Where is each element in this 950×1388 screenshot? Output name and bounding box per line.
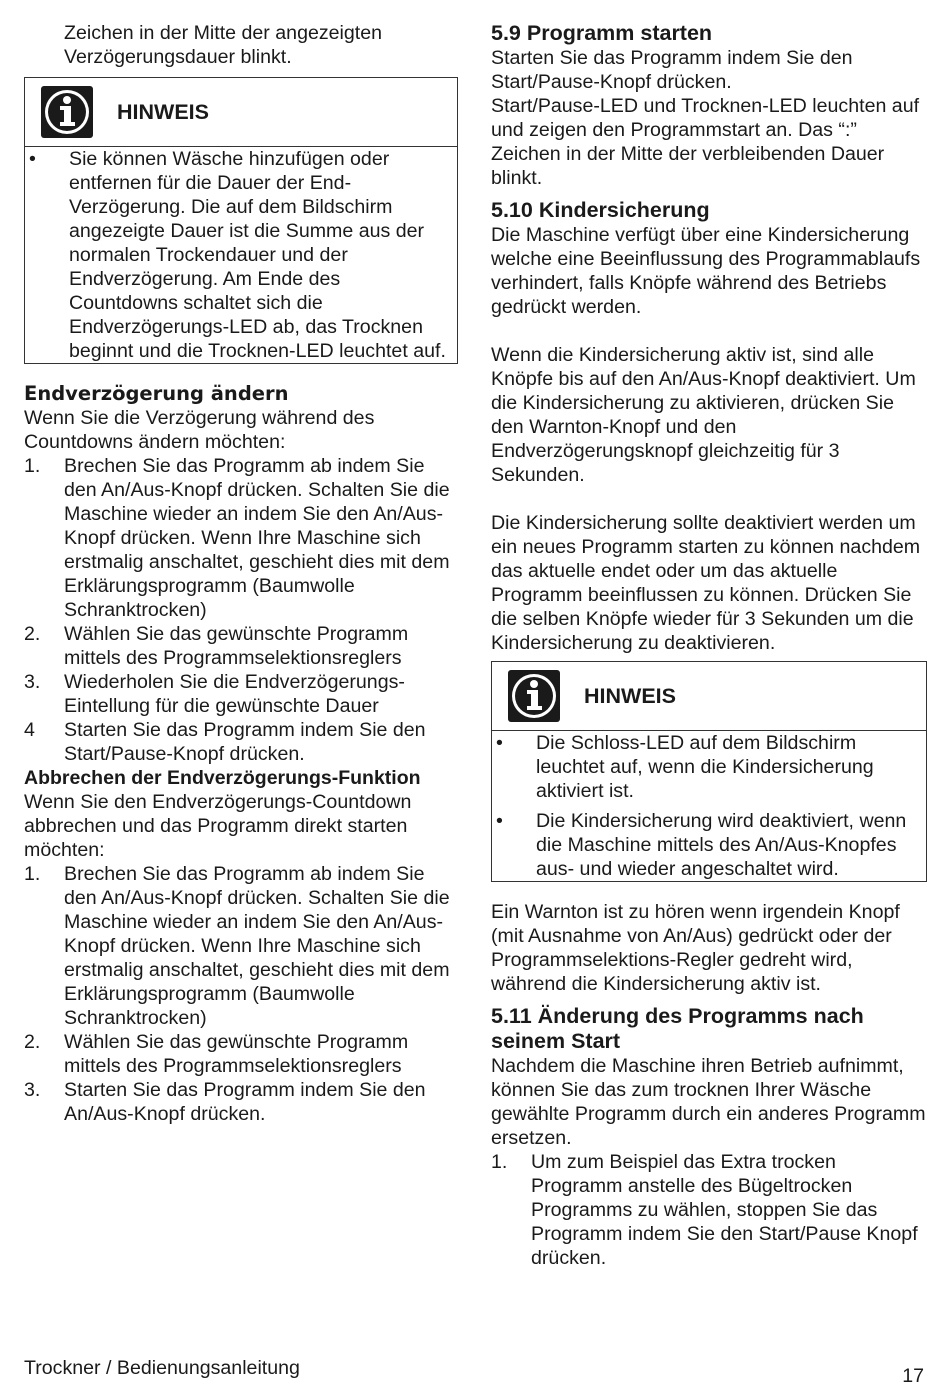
notice-title: HINWEIS bbox=[584, 684, 676, 708]
s510-p1: Die Maschine verfügt über eine Kindersicherung welche eine Beeinflussung des Programmablaufs verhindert, falls Knöpfe während des Betriebs gedrückt werden. bbox=[491, 224, 921, 318]
notice-header bbox=[492, 662, 926, 731]
cancel-steps bbox=[24, 862, 458, 1126]
notice-title: HINWEIS bbox=[117, 100, 209, 124]
notice-body bbox=[492, 731, 926, 881]
heading-5-10: 5.10 Kindersicherung bbox=[491, 198, 710, 222]
list-item: 4 Starten Sie das Programm indem Sie den Start/Pause-Knopf drücken. bbox=[24, 719, 426, 765]
bullet-dot: • bbox=[29, 148, 36, 170]
list-item: 2. Wählen Sie das gewünschte Programm mittels des Programmselektionsreglers bbox=[24, 1031, 409, 1077]
bullet-dot: • bbox=[496, 732, 503, 754]
page-number: 17 bbox=[902, 1365, 924, 1387]
s510-p3: Die Kindersicherung sollte deaktiviert werden um ein neues Programm starten zu können nachdem das aktuelle endet oder um das aktuelle Programm beeinflussen zu können. Drücken Sie die selben Knöpfe wieder für 3 Sekunden um die Kindersicherung zu deaktivieren. bbox=[491, 512, 921, 654]
s510-p2: Wenn die Kindersicherung aktiv ist, sind alle Knöpfe bis auf den An/Aus-Knopf deaktiviert. Um die Kindersicherung zu aktivieren, drücken Sie den Warnton-Knopf und den Endverzögerungsknopf gleichzeitig für 3 Sekunden. bbox=[491, 344, 916, 486]
list-item: 1. Brechen Sie das Programm ab indem Sie den An/Aus-Knopf drücken. Schalten Sie die Maschine wieder an indem Sie den An/Aus-Knopf drücken. Wenn Ihre Maschine sich erstmalig anschaltet, geschieht dies mit dem Erklärungsprogramm (Baumwolle Schranktrocken) bbox=[24, 863, 450, 1029]
warnton-text: Ein Warnton ist zu hören wenn irgendein Knopf (mit Ausnahme von An/Aus) gedrückt oder der Programmselektions-Regler gedreht wird, während die Kindersicherung aktiv ist. bbox=[491, 901, 900, 995]
heading-change-delay: Endverzögerung ändern bbox=[24, 382, 289, 405]
change-intro: Wenn Sie die Verzögerung während des Countdowns ändern möchten: bbox=[24, 407, 375, 453]
heading-5-9: 5.9 Programm starten bbox=[491, 21, 713, 45]
change-steps bbox=[24, 454, 458, 766]
list-item: 1. Um zum Beispiel das Extra trocken Programm anstelle des Bügeltrocken Programms zu wählen, stoppen Sie das Programm indem Sie den Start/Pause Knopf drücken. bbox=[491, 1151, 918, 1269]
s511-steps bbox=[491, 1150, 927, 1270]
notice-box-delay bbox=[24, 77, 458, 364]
list-item: 3. Wiederholen Sie die Endverzögerungs-Eintellung für die gewünschte Dauer bbox=[24, 671, 405, 717]
info-icon bbox=[508, 670, 560, 722]
list-item: 2. Wählen Sie das gewünschte Programm mittels des Programmselektionsreglers bbox=[24, 623, 409, 669]
bullet-text: Sie können Wäsche hinzufügen oder entfernen für die Dauer der End-Verzögerung. Die auf dem Bildschirm angezeigte Dauer ist die Summe aus der normalen Trockendauer und der Endverzögerung. Am Ende des Countdowns schaltet sich die Endverzögerungs-LED ab, das Trocknen beginnt und die Trocknen-LED leuchtet auf. bbox=[69, 148, 446, 362]
notice-bullet bbox=[492, 809, 916, 881]
notice-bullet bbox=[492, 731, 916, 803]
heading-cancel-delay: Abbrechen der Endverzögerungs-Funktion bbox=[24, 767, 421, 789]
s59-p1: Starten Sie das Programm indem Sie den Start/Pause-Knopf drücken. bbox=[491, 47, 853, 93]
s59-p2: Start/Pause-LED und Trocknen-LED leuchten auf und zeigen den Programmstart an. Das “:” Zeichen in der Mitte der verbleibenden Dauer blinkt. bbox=[491, 95, 920, 189]
left-column bbox=[24, 21, 458, 1126]
bullet-text: Die Schloss-LED auf dem Bildschirm leuchtet auf, wenn die Kindersicherung aktiviert ist. bbox=[536, 732, 874, 802]
bullet-dot: • bbox=[496, 810, 503, 832]
footer-title: Trockner / Bedienungsanleitung bbox=[24, 1357, 300, 1379]
list-item: 1. Brechen Sie das Programm ab indem Sie den An/Aus-Knopf drücken. Schalten Sie die Maschine wieder an indem Sie den An/Aus-Knopf drücken. Wenn Ihre Maschine sich erstmalig anschaltet, geschieht dies mit dem Erklärungsprogramm (Baumwolle Schranktrocken) bbox=[24, 455, 450, 621]
cancel-intro: Wenn Sie den Endverzögerungs-Countdown abbrechen und das Programm direkt starten möchten: bbox=[24, 791, 412, 861]
intro-text: Zeichen in der Mitte der angezeigten Verzögerungsdauer blinkt. bbox=[64, 22, 383, 68]
bullet-text: Die Kindersicherung wird deaktiviert, wenn die Maschine mittels des An/Aus-Knopfes aus- und wieder angeschaltet wird. bbox=[536, 810, 907, 880]
notice-body bbox=[25, 147, 457, 363]
notice-bullet bbox=[25, 147, 447, 363]
list-item: 3. Starten Sie das Programm indem Sie den An/Aus-Knopf drücken. bbox=[24, 1079, 426, 1125]
notice-header bbox=[25, 78, 457, 147]
heading-5-11: 5.11 Änderung des Programms nach seinem Start bbox=[491, 1004, 864, 1053]
info-icon bbox=[41, 86, 93, 138]
right-column bbox=[491, 21, 927, 1270]
notice-box-childlock bbox=[491, 661, 927, 882]
s511-p1: Nachdem die Maschine ihren Betrieb aufnimmt, können Sie das zum trocknen Ihrer Wäsche gewählte Programm durch ein anderes Programm ersetzen. bbox=[491, 1055, 926, 1149]
